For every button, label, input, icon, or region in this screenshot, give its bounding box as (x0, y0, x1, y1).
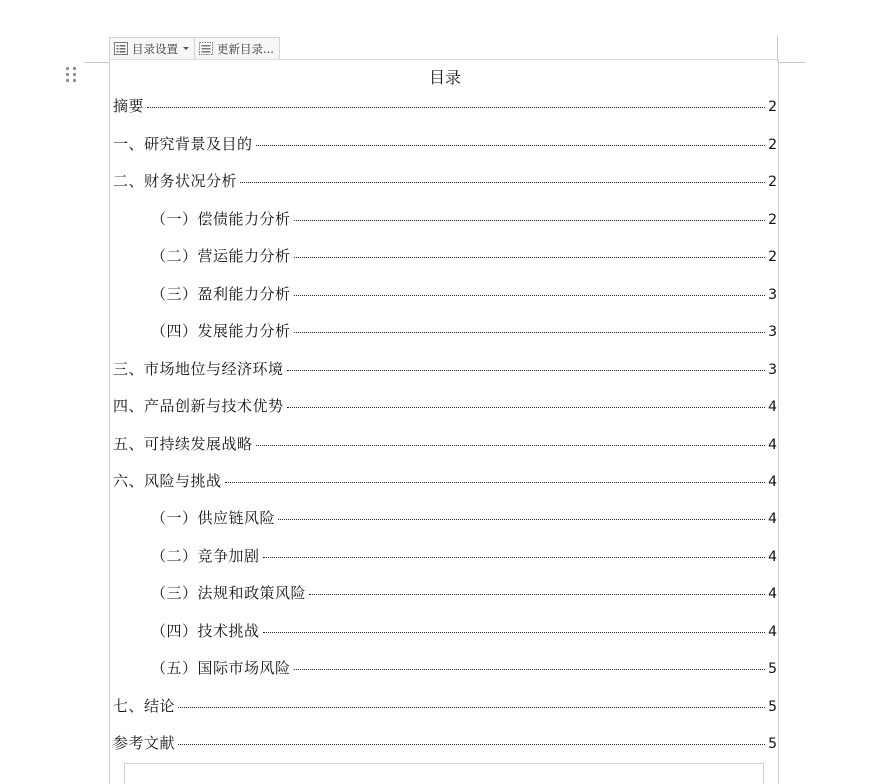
toc-entry-page: 2 (768, 212, 777, 228)
toc-entry[interactable] (151, 658, 777, 678)
toc-entry-text: （五）国际市场风险 (151, 659, 291, 677)
toc-entry[interactable] (151, 621, 777, 641)
toc-entry[interactable] (151, 321, 777, 341)
toc-entry-text: 一、研究背景及目的 (113, 135, 253, 153)
toc-entry-text: 参考文献 (113, 734, 176, 752)
toc-entry-page: 3 (768, 287, 777, 303)
dot-leader (263, 557, 765, 558)
toc-entry-page: 2 (768, 99, 777, 115)
toc-entry-page: 4 (768, 586, 777, 602)
toc-entry[interactable] (113, 396, 777, 416)
toc-entry-page: 5 (768, 661, 777, 677)
chevron-down-icon (183, 47, 189, 50)
toc-entry[interactable] (151, 209, 777, 229)
toc-entry[interactable] (113, 471, 777, 491)
dot-leader (178, 707, 765, 708)
toc-entry[interactable] (113, 696, 777, 716)
toc-entry-text: 六、风险与挑战 (113, 472, 222, 490)
toc-entry-text: （三）法规和政策风险 (151, 584, 307, 602)
toc-entry-page: 4 (768, 624, 777, 640)
toc-entry-page: 2 (768, 249, 777, 265)
toc-entry-text: （四）技术挑战 (151, 622, 260, 640)
toc-entry-page: 4 (768, 474, 777, 490)
update-toc-icon (199, 42, 213, 55)
toc-entry-page: 2 (768, 137, 777, 153)
dot-leader (178, 744, 765, 745)
toc-entry-text: 三、市场地位与经济环境 (113, 360, 284, 378)
toc-entry-text: 二、财务状况分析 (113, 172, 238, 190)
toc-entry-page: 5 (768, 699, 777, 715)
toc-title: 目录 (428, 68, 461, 87)
dot-leader (294, 295, 765, 296)
toc-entry-page: 4 (768, 549, 777, 565)
dot-leader (294, 220, 765, 221)
dot-leader (287, 370, 765, 371)
dot-leader (278, 519, 765, 520)
toc-entry-text: （一）偿债能力分析 (151, 210, 291, 228)
toc-entry-text: （二）竞争加剧 (151, 547, 260, 565)
margin-guide-top-left (84, 62, 109, 63)
toc-list-icon (114, 42, 128, 55)
toc-entry[interactable] (113, 733, 777, 753)
toc-entry[interactable] (113, 434, 777, 454)
dot-leader (240, 182, 765, 183)
toc-entry-text: 摘要 (113, 97, 145, 115)
toc-entry-page: 4 (768, 437, 777, 453)
dot-leader (287, 407, 765, 408)
toc-entry[interactable] (151, 284, 777, 304)
toc-entry-page: 5 (768, 736, 777, 752)
toc-entry[interactable] (113, 134, 777, 154)
toc-entry-text: （四）发展能力分析 (151, 322, 291, 340)
update-toc-label: 更新目录... (217, 41, 274, 56)
toc-entry[interactable] (113, 96, 777, 116)
toc-entry[interactable] (151, 583, 777, 603)
drag-handle-icon[interactable] (66, 67, 78, 83)
toc-entry[interactable] (113, 171, 777, 191)
toc-toolbar (109, 37, 280, 60)
toc-entry-page: 3 (768, 362, 777, 378)
toc-entry-page: 4 (768, 511, 777, 527)
dot-leader (309, 594, 765, 595)
toc-entry-page: 2 (768, 174, 777, 190)
dot-leader (256, 445, 765, 446)
toc-entry[interactable] (151, 508, 777, 528)
toc-settings-label: 目录设置 (132, 41, 178, 56)
toc-entry-text: 五、可持续发展战略 (113, 435, 253, 453)
toc-entry-text: 七、结论 (113, 697, 176, 715)
toc-settings-button[interactable] (110, 38, 194, 59)
dot-leader (147, 107, 765, 108)
toc-entry-page: 3 (768, 324, 777, 340)
toc-entry-text: 四、产品创新与技术优势 (113, 397, 284, 415)
toc-entry[interactable] (151, 246, 777, 266)
table-of-contents (109, 59, 779, 784)
update-toc-button[interactable] (194, 38, 279, 59)
dot-leader (294, 332, 765, 333)
toc-entry-text: （二）营运能力分析 (151, 247, 291, 265)
dot-leader (294, 257, 765, 258)
toc-entry[interactable] (151, 546, 777, 566)
dot-leader (263, 632, 765, 633)
dot-leader (225, 482, 765, 483)
toc-entry-text: （一）供应链风险 (151, 509, 276, 527)
dot-leader (294, 669, 765, 670)
toc-entry[interactable] (113, 359, 777, 379)
dot-leader (256, 145, 765, 146)
next-content-frame (124, 763, 764, 784)
margin-guide-top-right (779, 62, 805, 63)
toc-entry-page: 4 (768, 399, 777, 415)
toc-entry-text: （三）盈利能力分析 (151, 285, 291, 303)
